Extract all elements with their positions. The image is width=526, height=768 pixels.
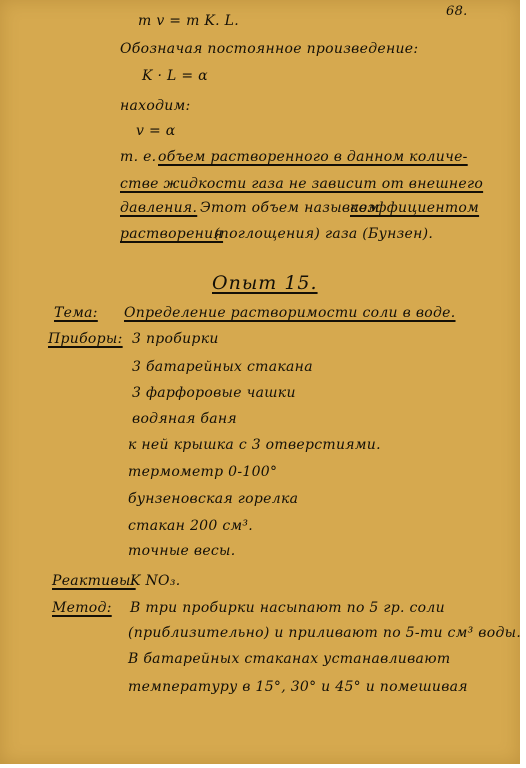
text-line: (поглощения) газа (Бунзен). xyxy=(214,226,434,242)
text-line-prefix: т. е. xyxy=(120,149,157,165)
topic-value: Определение растворимости соли в воде. xyxy=(124,305,456,321)
method-line: В три пробирки насыпают по 5 гр. соли xyxy=(130,600,445,616)
page-number: 68. xyxy=(446,4,468,19)
device-item: к ней крышка с 3 отверстиями. xyxy=(128,437,381,453)
reagents-value: K NO₃. xyxy=(130,573,181,589)
text-line: Обозначая постоянное произведение: xyxy=(120,41,419,57)
method-line: температуру в 15°, 30° и 45° и помешивая xyxy=(128,679,468,695)
underlined-statement: стве жидкости газа не зависит от внешнего xyxy=(120,176,484,192)
underlined-term: коэффициентом xyxy=(350,200,480,216)
device-item: бунзеновская горелка xyxy=(128,491,299,507)
equation-line: v = α xyxy=(136,123,176,139)
experiment-title: Опыт 15. xyxy=(212,272,318,294)
text-line: Этот объем называем xyxy=(200,200,380,216)
method-line: В батарейных стаканах устанавливают xyxy=(128,651,451,667)
device-item: 3 фарфоровые чашки xyxy=(132,385,296,401)
underlined-term: растворения xyxy=(120,226,224,242)
underlined-term: давления. xyxy=(120,200,198,216)
device-item: 3 пробирки xyxy=(132,331,219,347)
method-line: (приблизительно) и приливают по 5-ти см³ воды. xyxy=(128,625,522,641)
device-item: стакан 200 см³. xyxy=(128,518,254,534)
device-item: термометр 0-100° xyxy=(128,464,278,480)
text-line: находим: xyxy=(120,98,191,114)
device-item: точные весы. xyxy=(128,543,236,559)
device-item: водяная баня xyxy=(132,411,237,427)
device-item: 3 батарейных стакана xyxy=(132,359,313,375)
equation-line: m v = m K. L. xyxy=(138,13,239,29)
equation-line: K · L = α xyxy=(142,68,208,84)
method-label: Метод: xyxy=(52,600,112,616)
devices-label: Приборы: xyxy=(48,331,123,347)
reagents-label: Реактивы: xyxy=(52,573,136,589)
topic-label: Тема: xyxy=(54,305,98,321)
underlined-statement: объем растворенного в данном количе- xyxy=(158,149,468,165)
